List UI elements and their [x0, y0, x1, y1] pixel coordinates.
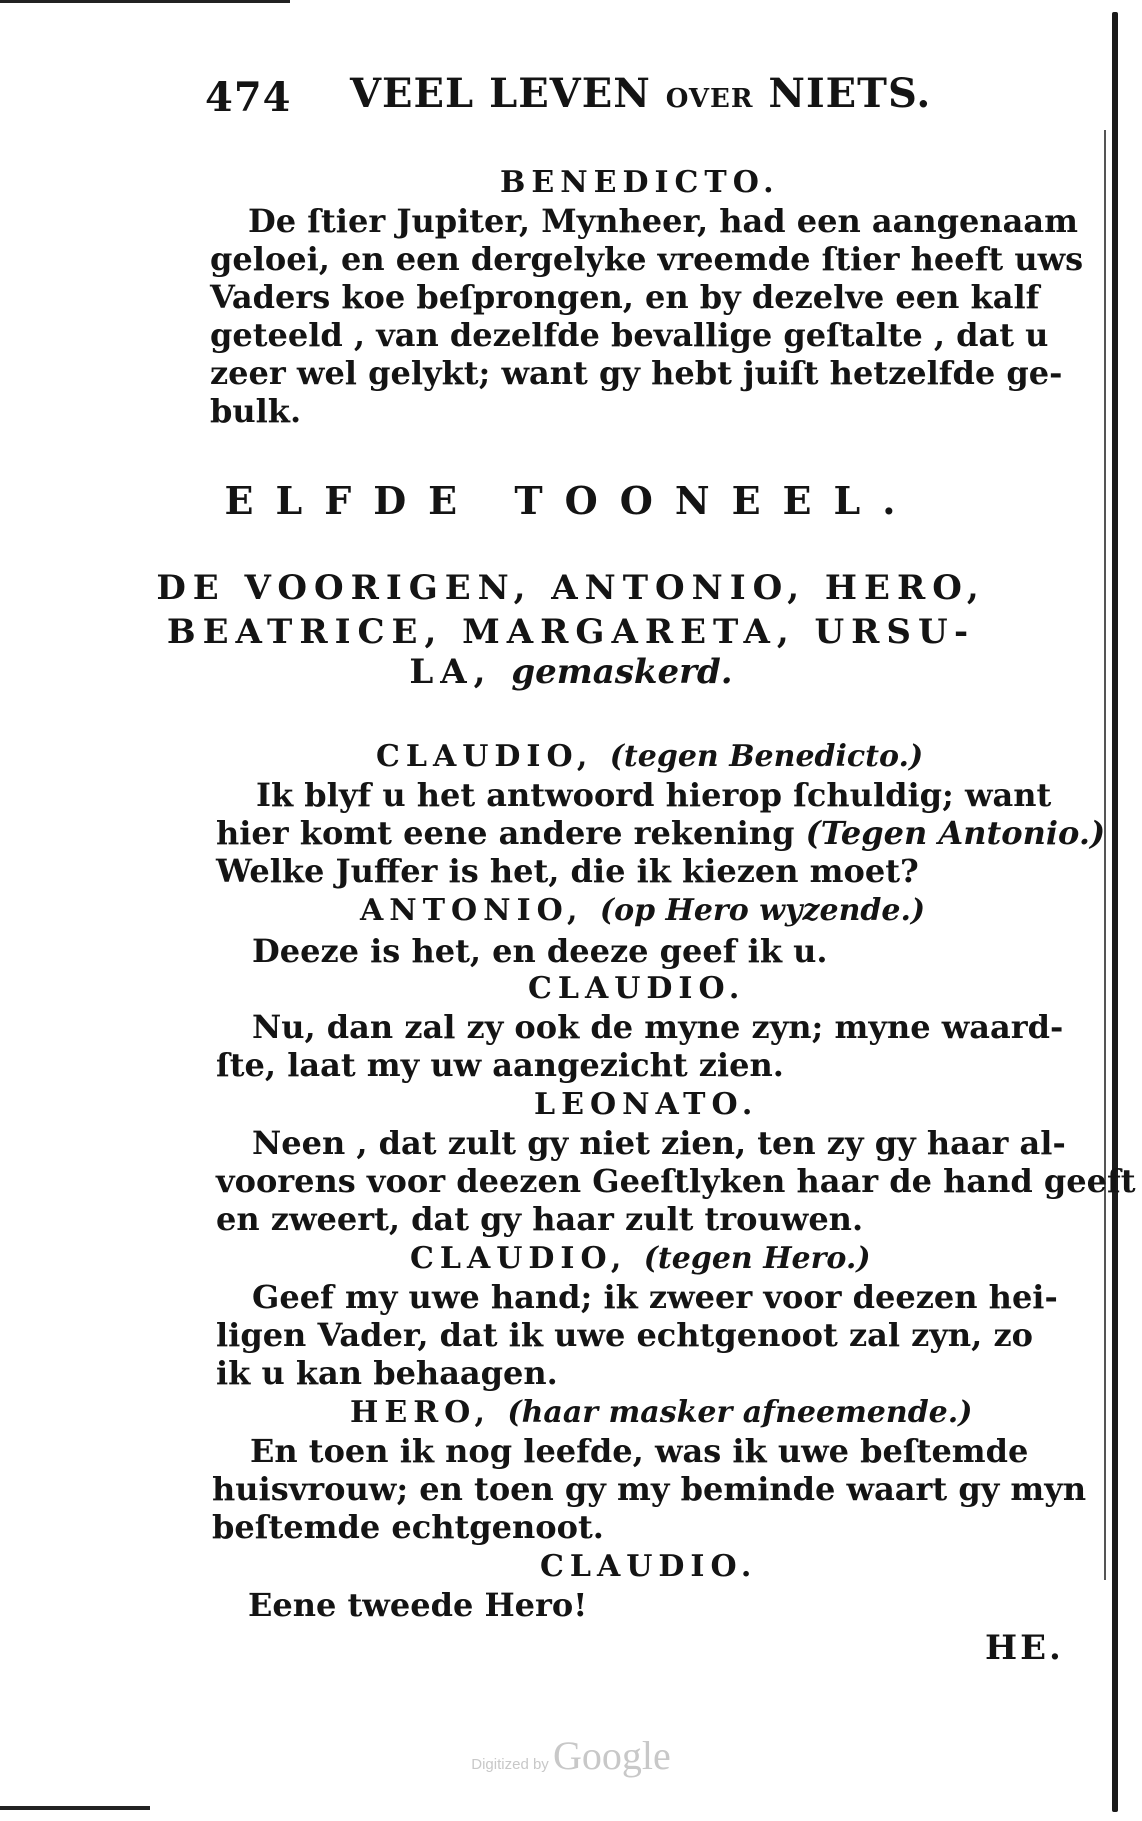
text-line: De ſtier Jupiter, Mynheer, had een aangenaam [248, 202, 1078, 240]
cast-line: LA, gemaskerd. [409, 652, 733, 692]
text-line: ligen Vader, dat ik uwe echtgenoot zal zyn, zo [216, 1316, 1033, 1354]
speaker-claudio: CLAUDIO, (tegen Hero.) [410, 1241, 871, 1276]
text-line: Deeze is het, en deeze geef ik u. [252, 932, 828, 970]
cast-line: DE VOORIGEN, ANTONIO, HERO, [156, 568, 986, 608]
text-line: huisvrouw; en toen gy my beminde waart gy myn [212, 1470, 1087, 1508]
text-line: voorens voor deezen Geeſtlyken haar de hand geeft [216, 1162, 1136, 1200]
text-line: zeer wel gelykt; want gy hebt juiſt hetzelfde ge- [210, 354, 1063, 392]
text-line: En toen ik nog leefde, was ik uwe beſtemde [250, 1432, 1029, 1470]
text-line: bulk. [210, 392, 302, 430]
text-line: geteeld , van dezelfde bevallige geſtalte , dat u [210, 316, 1049, 354]
text-line: Vaders koe beſprongen, en by dezelve een kalf [210, 278, 1040, 316]
speaker-benedicto: BENEDICTO. [500, 165, 780, 200]
text-line: Welke Juffer is het, die ik kiezen moet? [216, 852, 919, 890]
digitized-by-google-watermark: Digitized by Google [471, 1733, 671, 1778]
running-title: VEEL LEVEN OVER NIETS. [350, 70, 932, 117]
speaker-claudio: CLAUDIO, (tegen Benedicto.) [376, 739, 924, 774]
text-line: ſte, laat my uw aangezicht zien. [216, 1046, 784, 1084]
page-edge-line [1104, 130, 1106, 1580]
text-line: geloei, en een dergelyke vreemde ſtier heeft uws [210, 240, 1084, 278]
cast-line: BEATRICE, MARGARETA, URSU- [166, 612, 976, 652]
top-edge-mark [0, 0, 290, 3]
text-line: en zweert, dat gy haar zult trouwen. [216, 1200, 864, 1238]
speaker-leonato: LEONATO. [534, 1087, 759, 1122]
page-edge-shadow [1112, 12, 1118, 1812]
speaker-claudio: CLAUDIO. [540, 1549, 758, 1584]
catchword: HE. [985, 1628, 1064, 1668]
speaker-hero: HERO, (haar masker afneemende.) [350, 1395, 973, 1430]
speaker-antonio: ANTONIO, (op Hero wyzende.) [360, 893, 926, 928]
running-header [205, 64, 932, 124]
text-line: Nu, dan zal zy ook de myne zyn; myne waard- [252, 1008, 1064, 1046]
text-line: ik u kan behaagen. [216, 1354, 558, 1392]
text-line: hier komt eene andere rekening (Tegen Antonio.) [216, 814, 1106, 852]
scene-heading: ELFDE TOONEEL. [224, 478, 918, 523]
page-number: 474 [205, 74, 292, 121]
text-line: Eene tweede Hero! [248, 1586, 588, 1624]
text-line: Geef my uwe hand; ik zweer voor deezen hei- [252, 1278, 1058, 1316]
text-line: Ik blyf u het antwoord hierop ſchuldig; want [256, 776, 1052, 814]
speaker-claudio: CLAUDIO. [528, 971, 746, 1006]
bottom-edge-mark [0, 1806, 150, 1810]
text-line: Neen , dat zult gy niet zien, ten zy gy haar al- [252, 1124, 1066, 1162]
text-line: beſtemde echtgenoot. [212, 1508, 604, 1546]
